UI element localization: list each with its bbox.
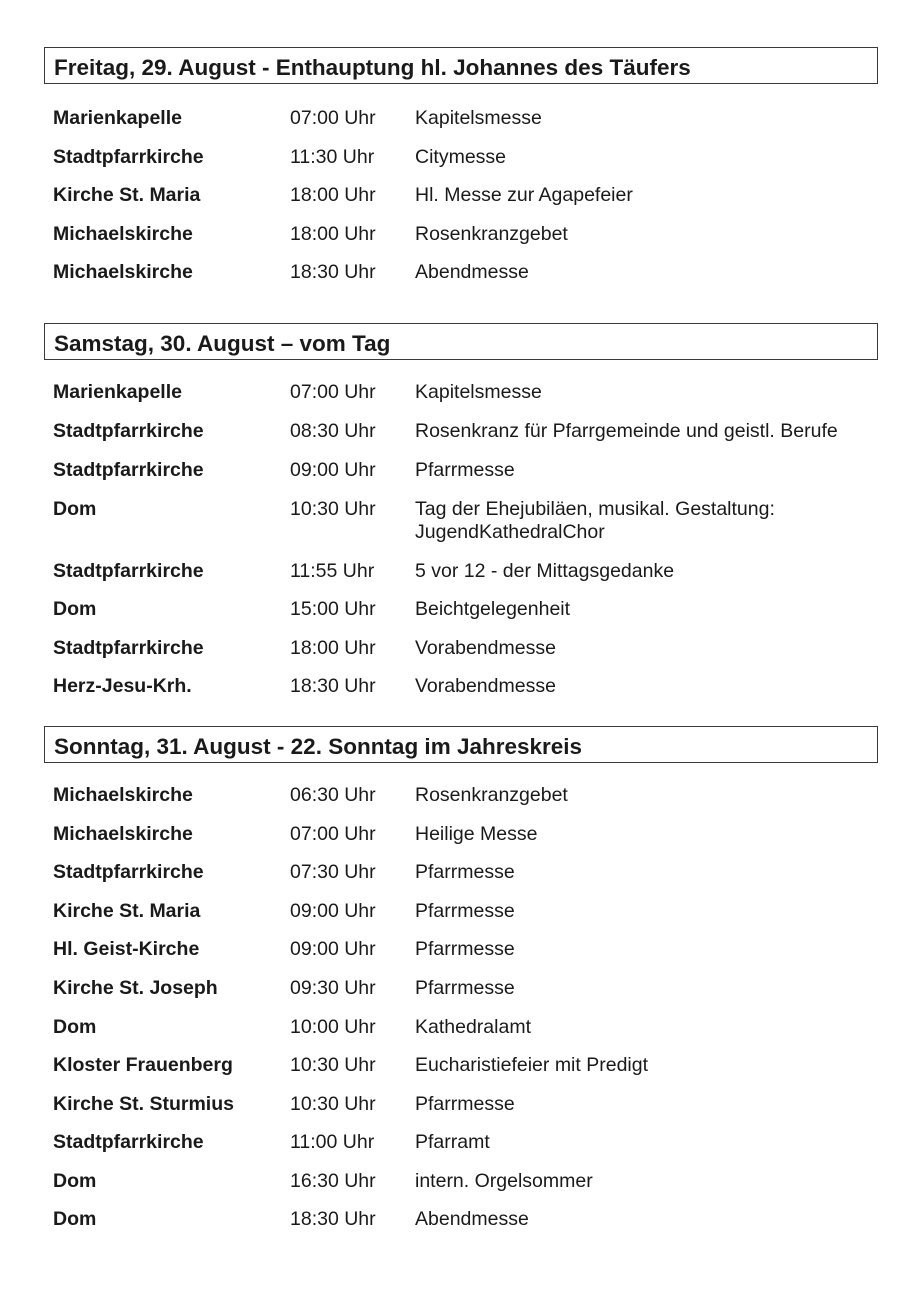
place: Marienkapelle <box>53 107 182 129</box>
time: 11:55 Uhr <box>290 560 375 582</box>
time: 10:00 Uhr <box>290 1016 376 1038</box>
description: intern. Orgelsommer <box>415 1170 593 1192</box>
place: Stadtpfarrkirche <box>53 146 204 168</box>
description: 5 vor 12 - der Mittagsgedanke <box>415 560 675 582</box>
description: Pfarrmesse <box>415 977 515 999</box>
description: Vorabendmesse <box>415 675 556 697</box>
day-header <box>44 323 878 360</box>
description: Beichtgelegenheit <box>415 598 571 620</box>
place: Stadtpfarrkirche <box>53 459 204 481</box>
place: Dom <box>53 598 97 620</box>
description: Kapitelsmesse <box>415 107 542 129</box>
place: Stadtpfarrkirche <box>53 1131 204 1153</box>
description: Hl. Messe zur Agapefeier <box>415 184 633 206</box>
time: 15:00 Uhr <box>290 598 376 620</box>
description: Rosenkranzgebet <box>415 223 568 245</box>
day-header <box>44 726 878 763</box>
time: 18:30 Uhr <box>290 1208 376 1230</box>
time: 16:30 Uhr <box>290 1170 376 1192</box>
day-header <box>44 47 878 84</box>
description: Eucharistiefeier mit Predigt <box>415 1054 649 1076</box>
place: Kirche St. Maria <box>53 184 201 206</box>
place: Stadtpfarrkirche <box>53 420 204 442</box>
place: Stadtpfarrkirche <box>53 861 204 883</box>
time: 11:00 Uhr <box>290 1131 375 1153</box>
place: Kirche St. Joseph <box>53 977 218 999</box>
place: Dom <box>53 498 97 520</box>
description: Pfarramt <box>415 1131 490 1153</box>
description: Abendmesse <box>415 261 529 283</box>
time: 07:00 Uhr <box>290 823 376 845</box>
place: Dom <box>53 1170 97 1192</box>
time: 07:00 Uhr <box>290 107 376 129</box>
description: Pfarrmesse <box>415 861 515 883</box>
description: Pfarrmesse <box>415 938 515 960</box>
place: Kirche St. Maria <box>53 900 201 922</box>
description: Pfarrmesse <box>415 459 515 481</box>
time: 08:30 Uhr <box>290 420 376 442</box>
place: Hl. Geist-Kirche <box>53 938 200 960</box>
description: Kathedralamt <box>415 1016 531 1038</box>
day-title: Sonntag, 31. August - 22. Sonntag im Jahreskreis <box>54 734 583 759</box>
time: 18:00 Uhr <box>290 184 376 206</box>
place: Dom <box>53 1208 97 1230</box>
time: 10:30 Uhr <box>290 498 376 520</box>
description: Pfarrmesse <box>415 1093 515 1115</box>
place: Dom <box>53 1016 97 1038</box>
description: Vorabendmesse <box>415 637 556 659</box>
time: 10:30 Uhr <box>290 1093 376 1115</box>
place: Michaelskirche <box>53 261 193 283</box>
time: 11:30 Uhr <box>290 146 375 168</box>
time: 18:30 Uhr <box>290 261 376 283</box>
time: 09:30 Uhr <box>290 977 376 999</box>
place: Michaelskirche <box>53 784 193 806</box>
description: Citymesse <box>415 146 507 168</box>
description: Rosenkranzgebet <box>415 784 568 806</box>
time: 09:00 Uhr <box>290 900 376 922</box>
description: Pfarrmesse <box>415 900 515 922</box>
place: Kirche St. Sturmius <box>53 1093 234 1115</box>
place: Kloster Frauenberg <box>53 1054 233 1076</box>
time: 07:00 Uhr <box>290 381 376 403</box>
day-title: Freitag, 29. August - Enthauptung hl. Johannes des Täufers <box>54 55 691 80</box>
place: Michaelskirche <box>53 223 193 245</box>
description: Rosenkranz für Pfarrgemeinde und geistl. Berufe <box>415 420 838 442</box>
time: 18:00 Uhr <box>290 637 376 659</box>
place: Marienkapelle <box>53 381 182 403</box>
place: Stadtpfarrkirche <box>53 560 204 582</box>
time: 09:00 Uhr <box>290 459 376 481</box>
time: 18:30 Uhr <box>290 675 376 697</box>
time: 07:30 Uhr <box>290 861 376 883</box>
description: Abendmesse <box>415 1208 529 1230</box>
place: Stadtpfarrkirche <box>53 637 204 659</box>
description: Kapitelsmesse <box>415 381 542 403</box>
time: 09:00 Uhr <box>290 938 376 960</box>
place: Michaelskirche <box>53 823 193 845</box>
day-title: Samstag, 30. August – vom Tag <box>54 331 391 356</box>
description: Heilige Messe <box>415 823 538 845</box>
time: 06:30 Uhr <box>290 784 376 806</box>
time: 10:30 Uhr <box>290 1054 376 1076</box>
description: Tag der Ehejubiläen, musikal. Gestaltung: JugendKathedralChor <box>415 498 775 543</box>
time: 18:00 Uhr <box>290 223 376 245</box>
place: Herz-Jesu-Krh. <box>53 675 192 697</box>
